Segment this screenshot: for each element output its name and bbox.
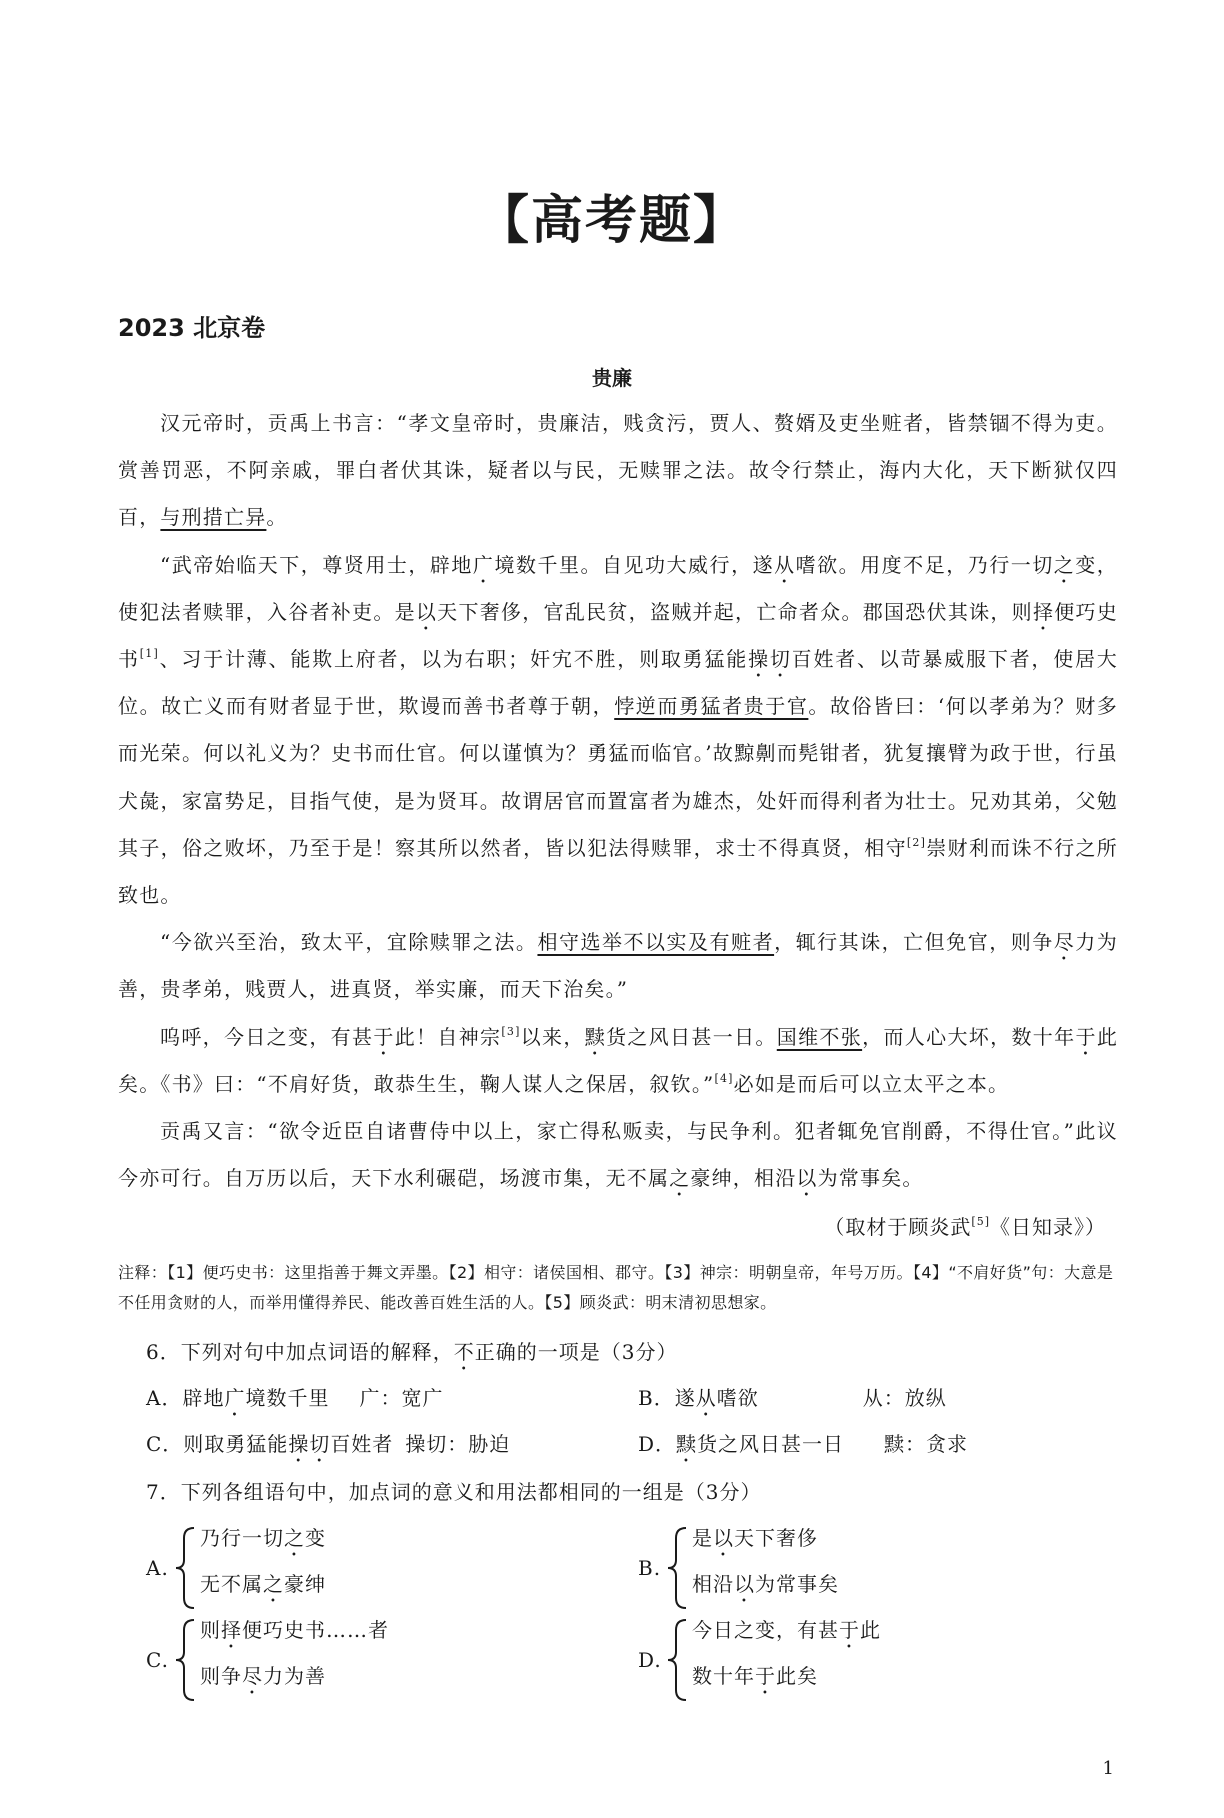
dotted-word: 之 (669, 1166, 691, 1191)
gloss: 黩：贪求 (884, 1432, 969, 1456)
dotted-word: 于 (373, 1024, 395, 1049)
dotted-word: 不 (453, 1340, 475, 1364)
dotted-word: 以 (734, 1572, 755, 1596)
dotted-word: 之 (284, 1526, 305, 1550)
question-6-option-a[interactable] (146, 1382, 443, 1421)
brace-icon (174, 1616, 196, 1704)
text: 今日之变，有甚 (692, 1618, 839, 1642)
dotted-word: 从 (774, 552, 796, 577)
dotted-word: 之 (1053, 552, 1076, 577)
text: 、习于计薄、能欺上府者，以为右职；奸宄不胜，则取勇猛能 (158, 647, 749, 672)
footnote-ref: [1] (139, 647, 159, 661)
dotted-word: 择 (221, 1618, 242, 1642)
brace-icon (666, 1616, 688, 1704)
paragraph-1 (118, 400, 1118, 542)
text: 此 (860, 1618, 881, 1642)
annotations: 注释：【1】便巧史书：这里指善于舞文弄墨。【2】相守：诸侯国相、郡守。【3】神宗：明朝皇帝，年号万历。【4】“不肩好货”句：大意是不任用贪财的人，而举用懂得养民、能改善百姓生活的人。【5】顾炎武：明末清初思想家。 (118, 1263, 1114, 1312)
question-7-stem: 7．下列各组语句中，加点词的意义和用法都相同的一组是（3分） (146, 1480, 762, 1504)
text: 天下奢侈 (734, 1526, 818, 1550)
dotted-word: 广 (224, 1386, 246, 1410)
text: 呜呼，今日之变，有甚 (160, 1024, 374, 1049)
text: 变 (305, 1526, 326, 1550)
option-label: B. (638, 1556, 662, 1580)
question-6-option-b[interactable] (638, 1382, 947, 1421)
text: 是 (692, 1526, 713, 1550)
text: 正确的一项是（3分） (474, 1340, 678, 1364)
text: 数十年 (692, 1664, 755, 1688)
gloss: 操切：胁迫 (405, 1432, 511, 1456)
text: 货之风日甚一日 (697, 1432, 845, 1456)
dotted-word: 广 (472, 552, 495, 577)
footnote-ref: [3] (501, 1024, 521, 1038)
text: 此矣。《书》曰：“不肩好货，敢恭生生，鞠人谋人之保居，叙钦。” (118, 1024, 1119, 1096)
dotted-word: 尽 (1053, 930, 1076, 955)
text: 此矣 (776, 1664, 818, 1688)
text: 为常事矣 (755, 1572, 839, 1596)
text: B．遂 (638, 1386, 696, 1410)
option-label: D. (638, 1648, 662, 1672)
text: 百姓者 (330, 1432, 394, 1456)
gloss: 从：放纵 (862, 1386, 947, 1410)
option-line-1 (200, 1614, 389, 1653)
text: 贡禹又言：“欲令近臣自诸曹侍中以上，家亡得私贩卖，与民争利。犯者辄免官削爵，不得仕官。”此议今亦可行。自万历以后，天下水利碾硙，场渡市集，无不属 (118, 1119, 1118, 1191)
question-6-stem (146, 1336, 677, 1375)
question-6-option-d[interactable] (638, 1428, 968, 1467)
option-line-1 (692, 1522, 818, 1561)
text: 境数千里 (245, 1386, 330, 1410)
dotted-word: 从 (695, 1386, 717, 1410)
text: 变，使犯法者赎罪，入谷者补吏。是 (118, 552, 1119, 624)
option-line-2 (692, 1568, 839, 1607)
text: 。故俗皆曰：‘何以孝弟为？财多而光荣。何以礼义为？史书而仕官。何以谨慎为？勇猛而临官。’故黥劓而髡钳者，犹复攘臂为政于世，行虽犬彘，家富势足，目指气使，是为贤耳。故谓居官而置富者为雄杰，处奸而得利者为壮士。兄劝其弟，父勉其子，俗之败坏，乃至于是！察其所以然者，皆以犯法得赎罪，求士不得真贤，相守 (118, 694, 1118, 860)
text: 《日知录》） (990, 1215, 1106, 1239)
text: （取材于顾炎武 (824, 1215, 972, 1239)
option-line-2 (200, 1568, 326, 1607)
text: 。 (266, 505, 288, 530)
text: “武帝始临天下，尊贤用士，辟地 (160, 552, 473, 577)
underlined-phrase: 悖逆而勇猛者贵于官 (614, 694, 809, 719)
text: 汉元帝时，贡禹上书言：“孝文皇帝时，贵廉洁，贱贪污，贾人、赘婿及吏坐赃者，皆禁锢不得为吏。赏善罚恶，不阿亲戚，罪白者伏其诛，疑者以与民，无赎罪之法。故令行禁止，海内大化，天下断狱仅四百， (118, 411, 1118, 530)
text: 力为善 (263, 1664, 326, 1688)
paragraph-3 (118, 919, 1118, 1013)
dotted-word: 于 (1075, 1024, 1097, 1049)
text: ，而人心大坏，数十年 (862, 1024, 1076, 1049)
text: 力为善，贵孝弟，贱贾人，进真贤，举实廉，而天下治矣。” (118, 930, 1118, 1002)
question-7-option-c[interactable] (146, 1614, 546, 1706)
gloss: 广：宽广 (359, 1386, 444, 1410)
text: 以来， (520, 1024, 585, 1049)
dotted-word: 之 (263, 1572, 284, 1596)
text: 必如是而后可以立太平之本。 (733, 1071, 1010, 1096)
text: A．辟地 (146, 1386, 225, 1410)
brace-icon (666, 1524, 688, 1612)
dotted-word: 于 (755, 1664, 776, 1688)
page-title: 【高考题】 (476, 191, 747, 251)
text: 嗜欲 (716, 1386, 759, 1410)
option-label: A. (146, 1556, 169, 1580)
dotted-word: 黩 (676, 1432, 698, 1456)
option-label: C. (146, 1648, 169, 1672)
option-line-2 (200, 1660, 326, 1699)
text: 豪绅，相沿 (690, 1166, 797, 1191)
text: 则 (200, 1618, 221, 1642)
text: C．则取勇猛能 (146, 1432, 289, 1456)
brace-icon (174, 1524, 196, 1612)
underlined-phrase: 国维不张 (776, 1024, 863, 1049)
dotted-word: 于 (839, 1618, 860, 1642)
text: 天下奢侈，官乱民贫，盗贼并起，亡命者众。郡国恐伏其诛，则 (437, 599, 1033, 624)
text: 为常事矣。 (817, 1166, 924, 1191)
dotted-word: 以 (713, 1526, 734, 1550)
text: 乃行一切 (200, 1526, 284, 1550)
option-line-2 (692, 1660, 818, 1699)
text: 豪绅 (284, 1572, 326, 1596)
dotted-word: 以 (796, 1166, 818, 1191)
text: ，辄行其诛，亡但免官，则争 (774, 930, 1054, 955)
dotted-word: 黩 (584, 1024, 607, 1049)
passage (118, 400, 1118, 1202)
question-7-option-a[interactable] (146, 1522, 546, 1614)
underlined-phrase: 与刑措亡异 (160, 505, 267, 530)
text: 此！自神宗 (394, 1024, 502, 1049)
dotted-word: 择 (1032, 599, 1055, 624)
text: 相沿 (692, 1572, 734, 1596)
paragraph-2 (118, 542, 1118, 920)
question-6-option-c[interactable] (146, 1428, 510, 1467)
text: 百姓者、以苛暴威服下者，使居大位。故亡义而有财者显于世，欺谩而善书者尊于朝， (118, 647, 1118, 719)
dotted-word: 操切 (748, 647, 792, 672)
footnote-ref: [4] (714, 1071, 734, 1085)
text: 便巧史书 (118, 599, 1118, 672)
text: 无不属 (200, 1572, 263, 1596)
question-7-option-d[interactable] (638, 1614, 1038, 1706)
footnote-ref: [2] (906, 835, 927, 849)
passage-title: 贵廉 (592, 366, 632, 390)
text: 崇财利而诛不行之所致也。 (118, 835, 1118, 908)
option-line-1 (692, 1614, 881, 1653)
text: 嗜欲。用度不足，乃行一切 (795, 552, 1054, 577)
option-line-1 (200, 1522, 326, 1561)
underlined-phrase: 相守选举不以实及有赃者 (537, 930, 775, 955)
text: 便巧史书……者 (242, 1618, 389, 1642)
question-7-option-b[interactable] (638, 1522, 1038, 1614)
text: 则争 (200, 1664, 242, 1688)
text: 境数千里。自见功大威行，遂 (494, 552, 775, 577)
dotted-word: 操切 (288, 1432, 331, 1456)
section-title: 2023 北京卷 (118, 314, 266, 342)
text: 货之风日甚一日。 (606, 1024, 777, 1049)
text: “今欲兴至治，致太平，宜除赎罪之法。 (160, 930, 538, 955)
source-citation (824, 1211, 1106, 1240)
footnote-ref: [5] (971, 1215, 990, 1228)
dotted-word: 尽 (242, 1664, 263, 1688)
text: 6．下列对句中加点词语的解释， (146, 1340, 454, 1364)
text: D． (638, 1432, 677, 1456)
paragraph-5 (118, 1108, 1118, 1202)
dotted-word: 以 (415, 599, 438, 624)
page-number: 1 (1102, 1758, 1114, 1779)
paragraph-4 (118, 1014, 1118, 1108)
